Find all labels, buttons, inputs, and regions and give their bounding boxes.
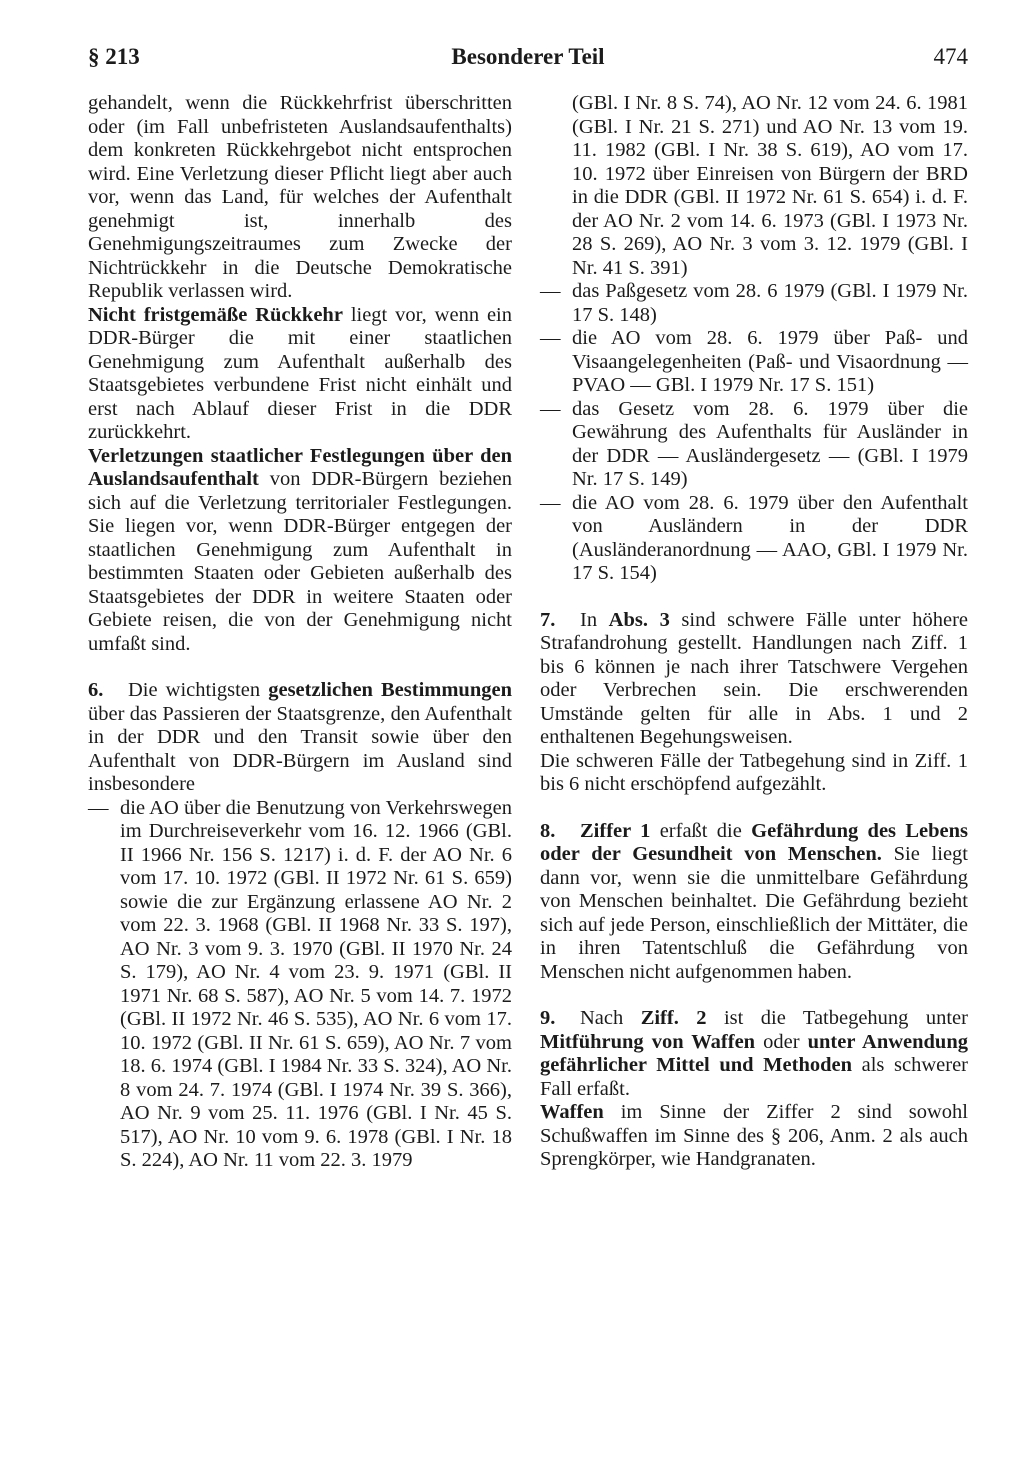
paragraph-number: 6.	[88, 679, 104, 701]
bold-term: Gefährdung des Lebens oder der Gesundheit von Menschen.	[540, 819, 968, 865]
paragraph: gehandelt, wenn die Rückkehrfrist überschritten oder (im Fall unbefristeten Auslandsaufenthalts) dem konkreten Rückkehrgebot nicht entsprochen wird. Eine Verletzung dieser Pflicht liegt aber auch vor, wenn das Land, für welches der Aufenthalt genehmigt ist, innerhalb des Genehmigungszeitraumes zum Zwecke der Nichtrückkehr in die Deutsche Demokratische Republik verlassen wird.	[88, 92, 512, 302]
numbered-paragraph-9: 9. Nach Ziff. 2 ist die Tatbegehung unter Mitführung von Waffen oder unter Anwendung gefährlicher Mittel und Methoden als schwerer Fall erfaßt.	[540, 1007, 968, 1100]
legal-list	[88, 797, 512, 1173]
list-item: — das Paßgesetz vom 28. 6 1979 (GBl. I 1979 Nr. 17 S. 148)	[540, 280, 968, 326]
paragraph: Waffen im Sinne der Ziffer 2 sind sowohl Schußwaffen im Sinne des § 206, Anm. 2 als auch Sprengkörper, wie Handgranaten.	[540, 1101, 968, 1170]
right-column	[540, 92, 968, 1172]
bold-term: Ziffer 1	[580, 819, 651, 842]
page-number: 474	[933, 44, 968, 69]
bold-term: Verletzungen staatlicher Festlegungen über den Auslandsaufenthalt	[88, 444, 512, 490]
bold-term: Ziff. 2	[640, 1007, 707, 1029]
dash-marker: —	[540, 491, 561, 514]
numbered-paragraph-6: 6. Die wichtigsten gesetzlichen Bestimmungen über das Passieren der Staatsgrenze, den Aufenthalt in der DDR und den Transit sowie über den Aufenthalt von DDR-Bürgern im Ausland sind insbesondere	[88, 679, 512, 795]
bold-term: Waffen	[540, 1101, 604, 1123]
paragraph: Verletzungen staatlicher Festlegungen über den Auslandsaufenthalt von DDR-Bürgern beziehen sich auf die Verletzung territorialer Festlegungen. Sie liegen vor, wenn DDR-Bürger entgegen der staatlichen Genehmigung zum Aufenthalt in bestimmten Staaten oder Gebieten außerhalb des Staatsgebietes der DDR in weitere Staaten oder Gebiete reisen, die von der Genehmigung nicht umfaßt sind.	[88, 444, 512, 655]
numbered-paragraph-8: 8. Ziffer 1 erfaßt die Gefährdung des Lebens oder der Gesundheit von Menschen. Sie liegt dann vor, wenn sie die unmittelbare Gefährdung von Menschen beinhaltet. Die Gefährdung bezieht sich auf jede Person, einschließlich der Mittäter, die in ihren Tatentschluß die Gefährdung von Menschen nicht aufgenommen haben.	[540, 819, 968, 983]
bold-term: unter Anwendung gefährlicher Mittel und Methoden	[540, 1030, 968, 1076]
dash-marker: —	[540, 280, 561, 302]
paragraph: Nicht fristgemäße Rückkehr liegt vor, wenn ein DDR-Bürger die mit einer staatlichen Genehmigung zum Aufenthalt außerhalb des Staatsgebietes verbundene Frist nicht einhält und erst nach Ablauf dieser Frist in die DDR zurückkehrt.	[88, 303, 512, 443]
bold-term: Nicht fristgemäße Rückkehr	[88, 303, 343, 326]
dash-marker: —	[540, 327, 561, 349]
list-item: — die AO vom 28. 6. 1979 über den Aufenthalt von Ausländern in der DDR (Ausländeranordnung — AAO, GBl. I 1979 Nr. 17 S. 154)	[540, 491, 968, 584]
paragraph-number: 7.	[540, 608, 556, 631]
paragraph-number: 9.	[540, 1007, 556, 1029]
legal-list-continued	[540, 92, 968, 586]
running-header	[88, 42, 968, 78]
dash-marker: —	[88, 796, 109, 819]
list-item: — die AO vom 28. 6. 1979 über Paß- und Visaangelegenheiten (Paß- und Visaordnung — PVAO — GBl. I 1979 Nr. 17 S. 151)	[540, 327, 968, 396]
bold-term: gesetzlichen Bestimmungen	[268, 679, 512, 701]
list-item-continuation: (GBl. I Nr. 8 S. 74), AO Nr. 12 vom 24. 6. 1981 (GBl. I Nr. 21 S. 271) und AO Nr. 13 vom 19. 11. 1982 (GBl. I Nr. 38 S. 619), AO vom 17. 10. 1972 über Einreisen von Bürgern der BRD in die DDR (GBl. II 1972 Nr. 61 S. 654) i. d. F. der AO Nr. 2 vom 14. 6. 1973 (GBl. I 1973 Nr. 28 S. 269), AO Nr. 3 vom 3. 12. 1979 (GBl. I Nr. 41 S. 391)	[572, 92, 968, 279]
list-item: — die AO über die Benutzung von Verkehrswegen im Durchreiseverkehr vom 16. 12. 1966 (GBl. II 1966 Nr. 156 S. 1217) i. d. F. der AO Nr. 6 vom 17. 10. 1972 (GBl. II 1972 Nr. 61 S. 659) sowie die zur Ergänzung erlassene AO Nr. 2 vom 22. 3. 1968 (GBl. II 1968 Nr. 33 S. 197), AO Nr. 3 vom 9. 3. 1970 (GBl. II 1970 Nr. 24 S. 179), AO Nr. 4 vom 23. 9. 1971 (GBl. II 1971 Nr. 68 S. 587), AO Nr. 5 vom 14. 7. 1972 (GBl. II 1972 Nr. 46 S. 535), AO Nr. 6 vom 17. 10. 1972 (GBl. II Nr. 61 S. 659), AO Nr. 7 vom 18. 6. 1974 (GBl. I 1984 Nr. 33 S. 324), AO Nr. 8 vom 24. 7. 1974 (GBl. I 1974 Nr. 39 S. 366), AO Nr. 9 vom 25. 11. 1976 (GBl. I Nr. 45 S. 517), AO Nr. 10 vom 9. 6. 1978 (GBl. I Nr. 18 S. 224), AO Nr. 11 vom 22. 3. 1979	[88, 796, 512, 1171]
list-item: — das Gesetz vom 28. 6. 1979 über die Gewährung des Aufenthalts für Ausländer in der DDR — Ausländergesetz — (GBl. I 1979 Nr. 17 S. 149)	[540, 397, 968, 490]
dash-marker: —	[540, 397, 561, 420]
section-title: Besonderer Teil	[451, 44, 605, 69]
paragraph: Die schweren Fälle der Tatbegehung sind in Ziff. 1 bis 6 nicht erschöpfend aufgezählt.	[540, 749, 968, 795]
bold-term: Abs. 3	[608, 608, 670, 631]
numbered-paragraph-7: 7. In Abs. 3 sind schwere Fälle unter höhere Strafandrohung gestellt. Handlungen nach Ziff. 1 bis 6 können je nach ihrer Tatschwere Vergehen oder Verbrechen sein. Die erschwerenden Umstände gelten für alle in Abs. 1 und 2 enthaltenen Begehungsweisen.	[540, 608, 969, 748]
bold-term: Mitführung von Waffen	[540, 1030, 756, 1053]
paragraph-number: 8.	[540, 819, 556, 842]
left-column	[88, 92, 512, 1173]
section-number: § 213	[88, 44, 140, 69]
